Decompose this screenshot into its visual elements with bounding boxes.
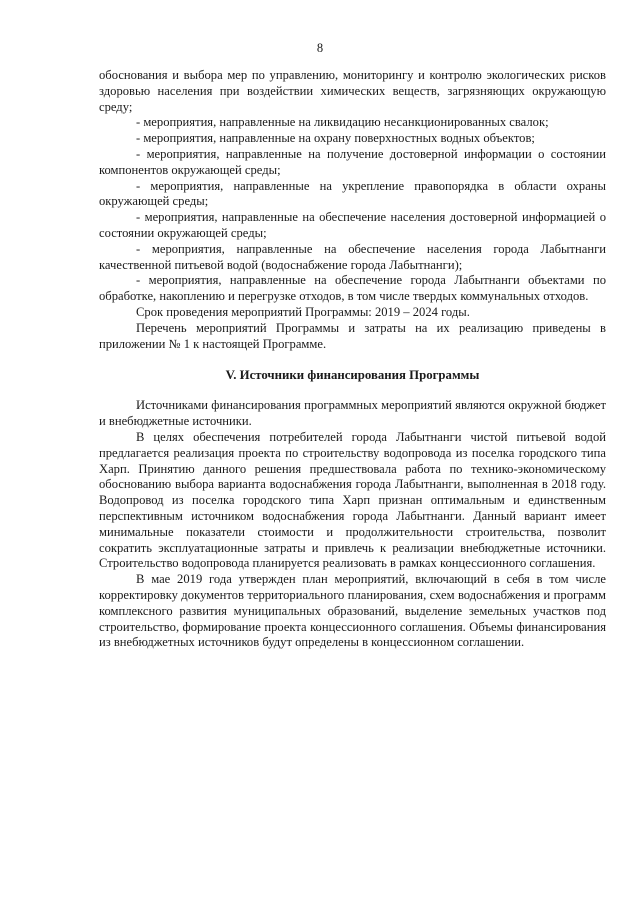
page-number: 8 xyxy=(316,41,324,55)
list-item-waste-facilities: - мероприятия, направленные на обеспечение города Лабытнанги объектами по обработке, накоплению и перегрузке отходов, в том числе твердых коммунальных отходов. xyxy=(99,273,606,304)
list-item-law-enforcement: - мероприятия, направленные на укрепление правопорядка в области охраны окружающей среды; xyxy=(99,178,606,209)
paragraph-continuation: обоснования и выбора мер по управлению, мониторингу и контролю экологических рисков здоровью населения при воздействии химических веществ, загрязняющих окружающую среду; xyxy=(99,68,606,114)
list-item-drinking-water: - мероприятия, направленные на обеспечение населения города Лабытнанги качественной питьевой водой (водоснабжение города Лабытнанги); xyxy=(99,241,606,272)
paragraph-funding-sources: Источниками финансирования программных мероприятий являются окружной бюджет и внебюджетные источники. xyxy=(99,398,606,429)
section-heading: V. Источники финансирования Программы xyxy=(225,368,480,383)
document-body xyxy=(99,68,606,651)
list-item-surface-water: - мероприятия, направленные на охрану поверхностных водных объектов; xyxy=(136,131,535,146)
list-item-reliable-info: - мероприятия, направленные на получение достоверной информации о состоянии компонентов окружающей среды; xyxy=(99,146,606,177)
paragraph-term: Срок проведения мероприятий Программы: 2019 – 2024 годы. xyxy=(136,304,470,319)
list-item-illegal-dumps: - мероприятия, направленные на ликвидацию несанкционированных свалок; xyxy=(136,115,549,130)
paragraph-water-pipeline: В целях обеспечения потребителей города Лабытнанги чистой питьевой водой предлагается реализация проекта по строительству водопровода из поселка городского типа Харп. Принятию данного решения предшествовала работа по технико-экономическому обоснованию выбора варианта водоснабжения города Лабытнанги, выполненная в 2018 году. Водопровод из поселка городского типа Харп признан оптимальным и единственным перспективным источником водоснабжения города Лабытнанги. Данный вариант имеет минимальные показатели стоимости и продолжительности строительства, позволит сократить эксплуатационные затраты и привлечь к реализации внебюджетные источники. Строительство водопровода планируется реализовать в рамках концессионного соглашения. xyxy=(99,429,606,571)
list-item-public-info: - мероприятия, направленные на обеспечение населения достоверной информацией о состоянии окружающей среды; xyxy=(99,210,606,240)
paragraph-appendix-reference: Перечень мероприятий Программы и затраты на их реализацию приведены в приложении № 1 к настоящей Программе. xyxy=(99,320,606,351)
paragraph-action-plan: В мае 2019 года утвержден план мероприятий, включающий в себя в том числе корректировку документов территориального планирования, схем водоснабжения и программ комплексного развития муниципальных образований, выделение земельных участков под строительство, формирование проекта концессионного соглашения. Объемы финансирования из внебюджетных источников будут определены в концессионном соглашении. xyxy=(99,572,606,650)
